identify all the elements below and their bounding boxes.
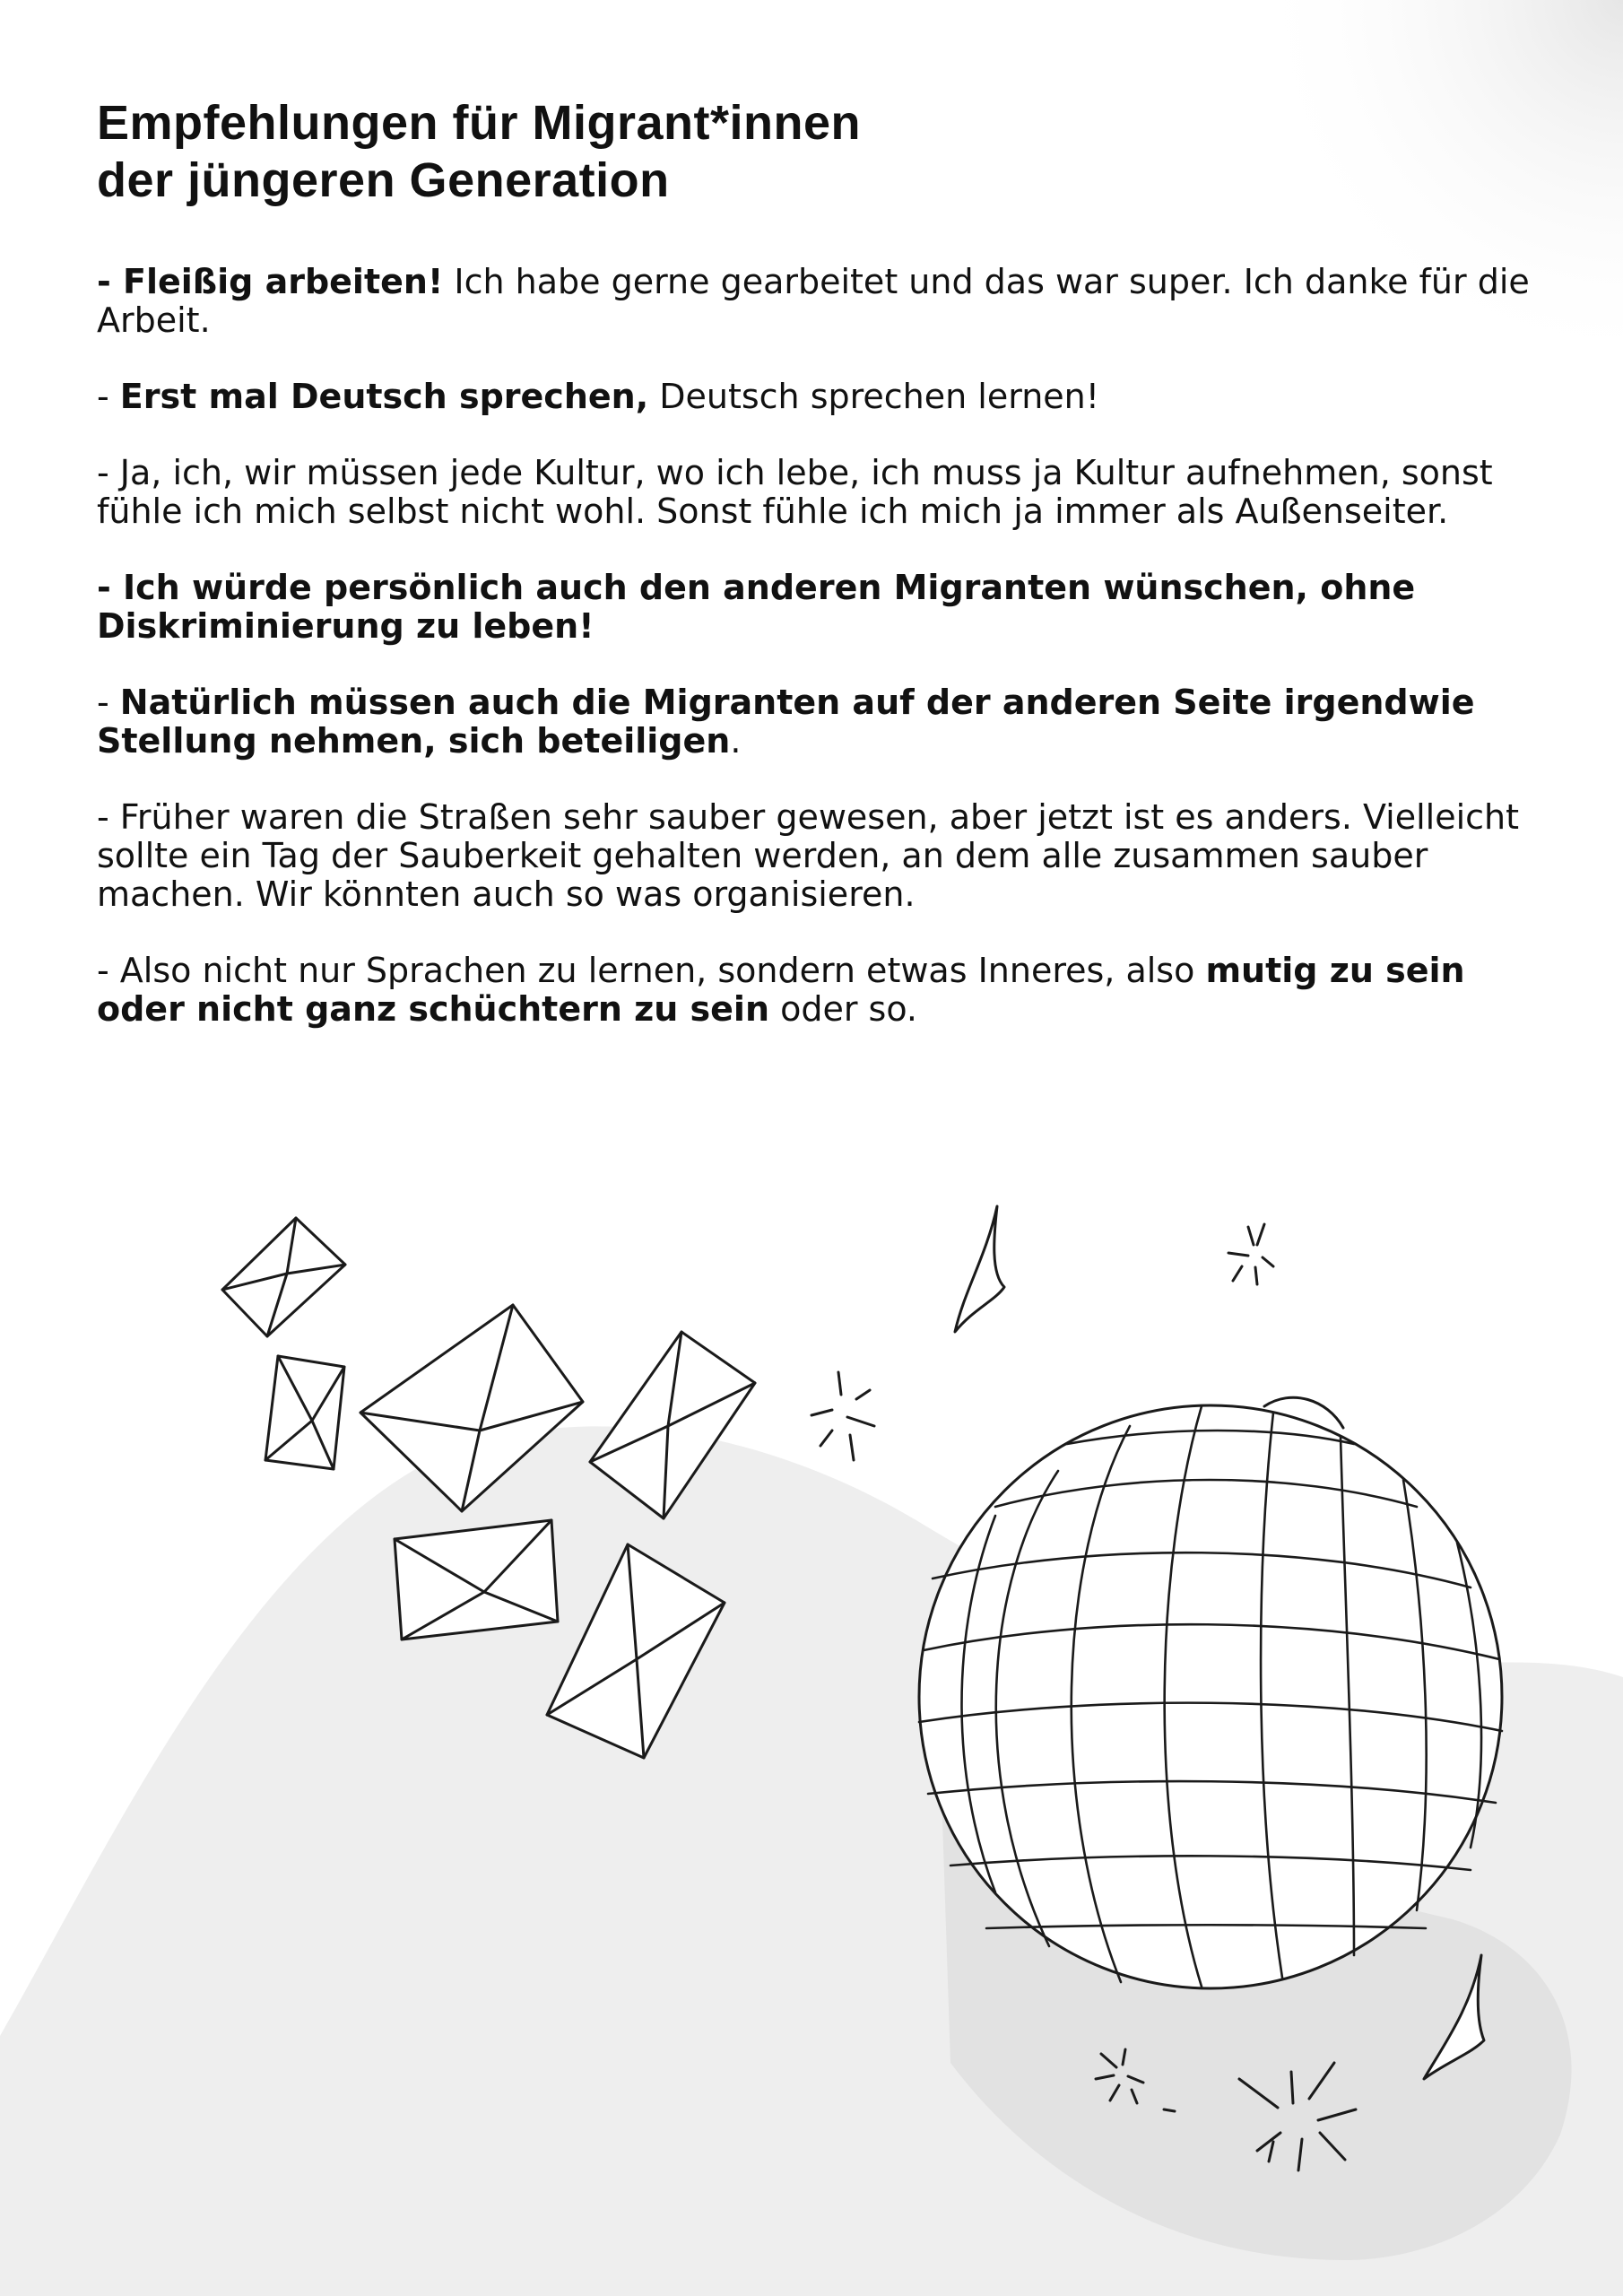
recommendation-run: oder so. bbox=[769, 989, 917, 1029]
recommendation-item bbox=[97, 569, 1532, 646]
sparkle-icon bbox=[955, 1206, 1004, 1332]
recommendation-run: - Ich würde persönlich auch den anderen Migranten wünschen, ohne Diskriminierung zu leben! bbox=[97, 568, 1416, 646]
title-line: Empfehlungen für Migrant*innen bbox=[97, 96, 861, 150]
disco-ball-icon bbox=[919, 1397, 1502, 1988]
recommendation-run: Deutsch sprechen lernen! bbox=[648, 377, 1099, 416]
recommendation-run: - Also nicht nur Sprachen zu lernen, sondern etwas Inneres, also bbox=[97, 951, 1206, 990]
recommendation-run: - Fleißig arbeiten! bbox=[97, 262, 444, 301]
recommendation-item bbox=[97, 798, 1532, 914]
recommendation-run: . bbox=[730, 721, 742, 761]
envelope-icon bbox=[395, 1520, 558, 1639]
sparkle-icon bbox=[812, 1372, 874, 1460]
sparkle-icon bbox=[1228, 1224, 1273, 1284]
recommendation-run: Ich habe gerne gearbeitet und das war super. Ich danke für die Arbeit. bbox=[97, 262, 1530, 340]
recommendation-item bbox=[97, 952, 1532, 1029]
page-title bbox=[97, 94, 1532, 209]
envelope-icon bbox=[265, 1356, 344, 1469]
envelope-icon bbox=[222, 1218, 345, 1336]
recommendation-item bbox=[97, 378, 1532, 416]
recommendation-run: - Ja, ich, wir müssen jede Kultur, wo ich lebe, ich muss ja Kultur aufnehmen, sonst fühle ich mich selbst nicht wohl. Sonst fühle ich mich ja immer als Außenseiter. bbox=[97, 453, 1493, 531]
recommendation-item bbox=[97, 263, 1532, 340]
recommendation-item bbox=[97, 683, 1532, 761]
title-line: der jüngeren Generation bbox=[97, 153, 670, 207]
recommendation-run: - bbox=[97, 683, 120, 722]
recommendation-run: mutig zu sein oder nicht ganz schüchtern zu sein bbox=[97, 951, 1465, 1029]
recommendation-item bbox=[97, 454, 1532, 531]
recommendation-run: Erst mal Deutsch sprechen, bbox=[119, 377, 649, 416]
text-content bbox=[97, 94, 1532, 1066]
recommendation-run: - Früher waren die Straßen sehr sauber gewesen, aber jetzt ist es anders. Vielleicht sollte ein Tag der Sauberkeit gehalten werden, an dem alle zusammen sauber machen. Wir könnten auch so was organisieren. bbox=[97, 797, 1520, 914]
recommendation-run: Natürlich müssen auch die Migranten auf der anderen Seite irgendwie Stellung nehmen, sich beteiligen bbox=[97, 683, 1475, 761]
recommendation-run: - bbox=[97, 377, 120, 416]
